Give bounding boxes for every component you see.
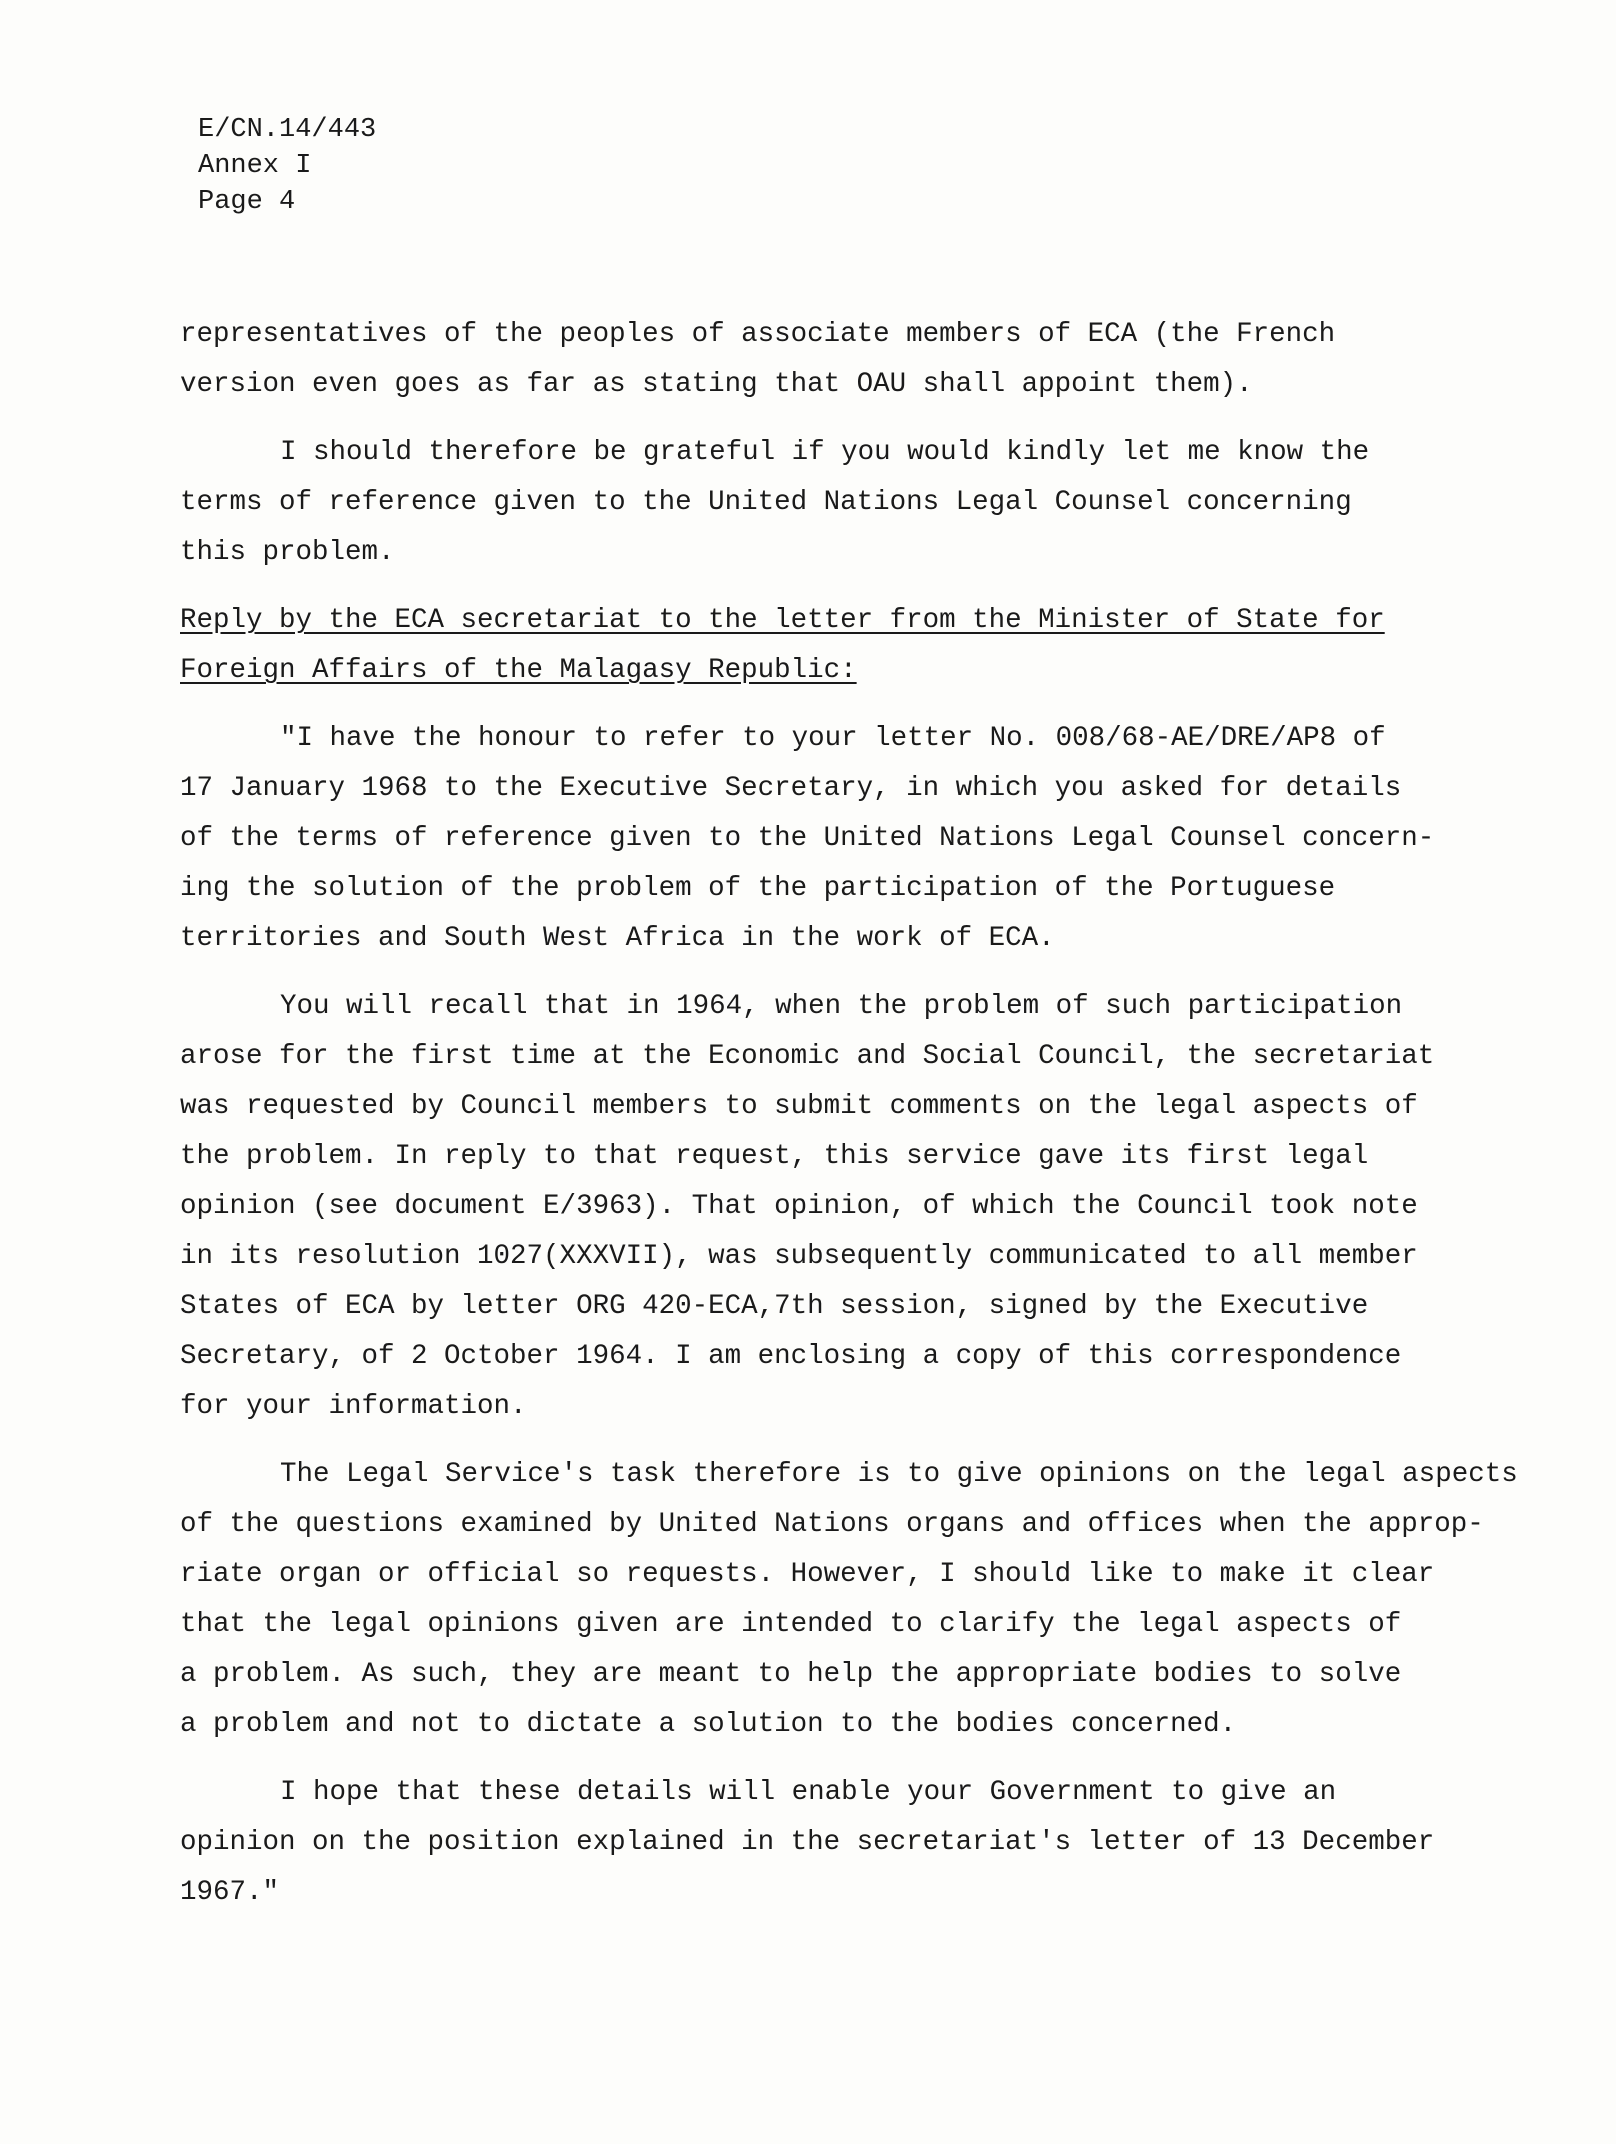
text-line: that the legal opinions given are intended to clarify the legal aspects of	[180, 1609, 1402, 1640]
text-line: the problem. In reply to that request, this service gave its first legal	[180, 1141, 1369, 1172]
paragraph-continuation	[180, 310, 1540, 410]
text-line: of the terms of reference given to the United Nations Legal Counsel concern-	[180, 823, 1435, 854]
paragraph-closing	[180, 1768, 1540, 1918]
document-body	[180, 310, 1540, 1936]
text-line: this problem.	[180, 537, 395, 568]
text-line: "I have the honour to refer to your letter No. 008/68-AE/DRE/AP8 of	[280, 723, 1386, 754]
text-line: arose for the first time at the Economic and Social Council, the secretariat	[180, 1041, 1435, 1072]
text-line: 17 January 1968 to the Executive Secretary, in which you asked for details	[180, 773, 1402, 804]
text-line: 1967."	[180, 1877, 280, 1908]
paragraph-request	[180, 428, 1540, 578]
text-line: opinion on the position explained in the secretariat's letter of 13 December	[180, 1827, 1435, 1858]
text-line: for your information.	[180, 1391, 527, 1422]
text-line: ing the solution of the problem of the participation of the Portuguese	[180, 873, 1336, 904]
document-symbol: E/CN.14/443	[198, 115, 377, 145]
text-line: riate organ or official so requests. However, I should like to make it clear	[180, 1559, 1435, 1590]
paragraph-legal-service	[180, 1450, 1540, 1750]
text-line: You will recall that in 1964, when the problem of such participation	[280, 991, 1403, 1022]
heading-line: Reply by the ECA secretariat to the letter from the Minister of State for	[180, 605, 1385, 636]
text-line: Secretary, of 2 October 1964. I am enclosing a copy of this correspondence	[180, 1341, 1402, 1372]
text-line: version even goes as far as stating that OAU shall appoint them).	[180, 369, 1253, 400]
text-line: opinion (see document E/3963). That opinion, of which the Council took note	[180, 1191, 1418, 1222]
page-number: Page 4	[198, 187, 296, 217]
text-line: I should therefore be grateful if you would kindly let me know the	[280, 437, 1370, 468]
document-reference-block	[198, 112, 376, 220]
text-line: terms of reference given to the United Nations Legal Counsel concerning	[180, 487, 1352, 518]
text-line: was requested by Council members to submit comments on the legal aspects of	[180, 1091, 1418, 1122]
text-line: a problem. As such, they are meant to help the appropriate bodies to solve	[180, 1659, 1402, 1690]
text-line: I hope that these details will enable your Government to give an	[280, 1777, 1337, 1808]
text-line: States of ECA by letter ORG 420-ECA,7th session, signed by the Executive	[180, 1291, 1369, 1322]
text-line: of the questions examined by United Nations organs and offices when the approp-	[180, 1509, 1484, 1540]
paragraph-reply-opening	[180, 714, 1540, 964]
section-heading	[180, 596, 1540, 696]
text-line: representatives of the peoples of associate members of ECA (the French	[180, 319, 1336, 350]
heading-line: Foreign Affairs of the Malagasy Republic:	[180, 655, 857, 686]
text-line: a problem and not to dictate a solution to the bodies concerned.	[180, 1709, 1237, 1740]
paragraph-history	[180, 982, 1540, 1432]
text-line: The Legal Service's task therefore is to give opinions on the legal aspects	[280, 1459, 1518, 1490]
annex-label: Annex I	[198, 151, 312, 181]
text-line: in its resolution 1027(XXXVII), was subsequently communicated to all member	[180, 1241, 1418, 1272]
text-line: territories and South West Africa in the work of ECA.	[180, 923, 1055, 954]
